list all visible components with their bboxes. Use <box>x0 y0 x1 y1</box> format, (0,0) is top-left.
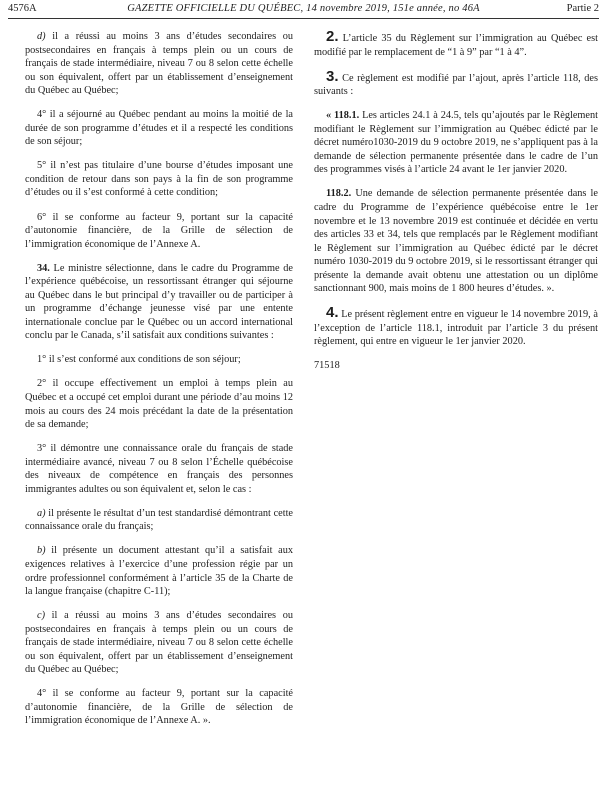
item-label: a) <box>37 507 46 519</box>
section-4: 4. Le présent règlement entre en vigueur le 14 novembre 2019, à l’exception de l’article 118.1, introduit par l’article 3 du présent règlement, qui entre en vigueur le 1er janvier 2020. <box>314 304 598 348</box>
item-label: c) <box>37 610 45 622</box>
document-code: 71518 <box>314 360 340 372</box>
section-number: 4. <box>326 304 339 322</box>
sub-c: c) il a réussi au moins 3 ans d’études secondaires ou postsecondaires en français à temps plein ou un cours de français de stade intermédiaire, niveau 7 ou 8 selon cette échelle ou son équivalent, offert par un établissement d’enseignement du Québec au Québec; <box>25 610 293 676</box>
paragraph-d: d) il a réussi au moins 3 ans d’études secondaires ou postsecondaires en français à temps plein ou un cours de français de stade intermédiaire, niveau 7 ou 8 selon cette échelle ou son équivalent, offert par un établissement d’enseignement du Québec au Québec; <box>25 31 294 97</box>
condition-2: 2° il occupe effectivement un emploi à temps plein au Québec et a occupé cet emploi durant une période d’au moins 12 mois au cours des 24 mois précédant la date de la présentation de sa demande; <box>25 378 293 431</box>
item-label: b) <box>37 545 46 557</box>
sub-b: b) il présente un document attestant qu’il a satisfait aux exigences relatives à l’exercice d’une profession régie par un ordre professionnel conformément à l’article 35 de la Charte de la langue française (chapitre C-11); <box>25 545 293 598</box>
section-number: 2. <box>326 28 339 45</box>
left-column <box>25 30 293 739</box>
article-34: 34. Le ministre sélectionne, dans le cadre du Programme de l’expérience québécoise, un ressortissant étranger qui séjourne au Québec dans le but principal d’y travailler ou de participer à un programme d’échange jeunesse visé par une entente internationale conclue par le Québec ou un accord international conclu par le Canada, s’il satisfait aux conditions suivantes : <box>25 262 293 342</box>
article-118-2: 118.2. Une demande de sélection permanente présentée dans le cadre du Programme de l’expérience québécoise entre le 1er novembre et le 13 novembre 2019 est continuée et décidée en vertu des articles 33 et 34, tels que remplacés par le Règlement modifiant le Règlement sur l’immigration au Québec édicté par le décret numéro 1030-2019 du 9 octobre 2019, si le ressortissant étranger qui présente la demande avait obtenu une attestation ou un diplôme sanctionnant 900, mais moins de 1 800 heures d’études. ». <box>314 188 598 295</box>
right-column <box>314 30 598 383</box>
condition-1: 1° il s’est conformé aux conditions de son séjour; <box>37 354 241 366</box>
condition-3: 3° il démontre une connaissance orale du français de stade intermédiaire avancé, niveau 7 ou 8 selon l’Échelle québécoise des niveaux de compétence en français des personnes immigrantes adultes ou son équivalent et, selon le cas : <box>25 443 293 495</box>
item-label: d) <box>37 31 46 42</box>
paragraph-6: 6° il se conforme au facteur 9, portant sur la capacité d’autonomie financière, de la Grille de sélection de l’immigration économique de l’Annexe A. <box>25 211 293 250</box>
part-label: Partie 2 <box>566 3 599 14</box>
paragraph-5: 5° il n’est pas titulaire d’une bourse d’études imposant une condition de retour dans son pays à la fin de son programme d’études ou il s’est conformé à cette condition; <box>25 160 293 199</box>
gazette-title: GAZETTE OFFICIELLE DU QUÉBEC, 14 novembre 2019, 151e année, no 46A <box>127 3 480 14</box>
sub-a: a) il présente le résultat d’un test standardisé démontrant cette connaissance orale du français; <box>25 507 293 533</box>
section-2: 2. L’article 35 du Règlement sur l’immigration au Québec est modifié par le remplacement de “1 à 9” par “1 à 4”. <box>314 28 598 58</box>
page-header <box>8 2 599 18</box>
article-number: 34. <box>37 262 50 274</box>
article-number: « 118.1. <box>326 110 360 122</box>
section-number: 3. <box>326 67 339 85</box>
section-3: 3. Ce règlement est modifié par l’ajout, après l’article 118, des suivants : <box>314 67 598 98</box>
article-number: 118.2. <box>326 188 352 200</box>
article-118-1: « 118.1. Les articles 24.1 à 24.5, tels qu’ajoutés par le Règlement modifiant le Règlement sur l’immigration au Québec édicté par le décret numéro1030-2019 du 9 octobre 2019, ne s’appliquent pas à la demande de sélection permanente présentée dans le cadre de l’un des programmes visés à l’article 24 avant le 1er janvier 2020. <box>314 110 598 176</box>
paragraph-4: 4° il a séjourné au Québec pendant au moins la moitié de la durée de son programme d’études et il a respecté les conditions de son séjour; <box>25 109 293 148</box>
page-number: 4576A <box>8 3 37 14</box>
header-rule <box>8 18 599 19</box>
condition-4: 4° il se conforme au facteur 9, portant sur la capacité d’autonomie financière, de la Grille de sélection de l’immigration économique de l’Annexe A. ». <box>25 688 293 727</box>
